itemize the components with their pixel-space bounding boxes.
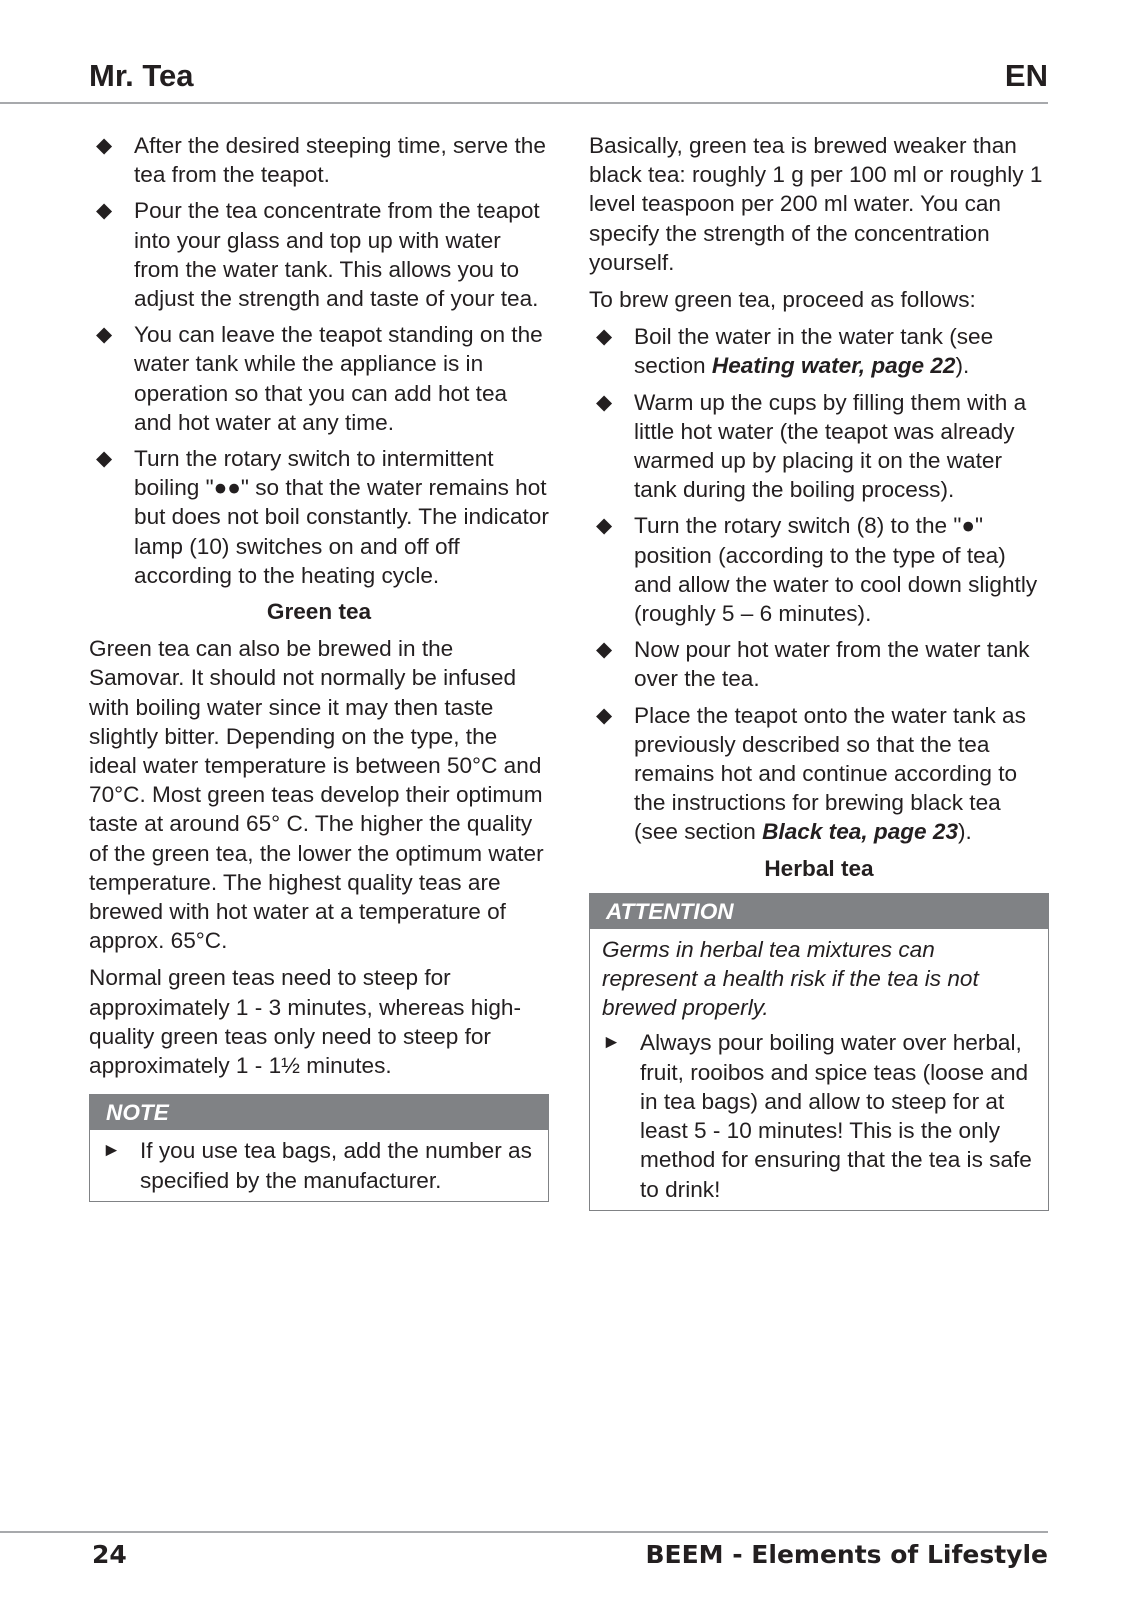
attention-box (589, 893, 1049, 1211)
diamond-icon: ◆ (596, 638, 613, 662)
list-item: ◆ You can leave the teapot standing on the water tank while the appliance is in operation so that you can add hot tea and hot water at any time. (96, 322, 543, 435)
attention-warning: Germs in herbal tea mixtures can represent a health risk if the tea is not brewed properly. (602, 936, 979, 1021)
procedure-intro: To brew green tea, proceed as follows: (589, 287, 976, 313)
list-item: ◆ Boil the water in the water tank (see section Heating water, page 22). (596, 324, 994, 379)
section-reference: Black tea, page 23 (762, 819, 959, 845)
list-item: ◆ Turn the rotary switch to intermittent boiling "●●" so that the water remains hot but does not boil constantly. The indicator lamp (10) switches on and off off according to the heating cycle. (96, 446, 549, 588)
triangle-right-icon: ► (602, 1032, 621, 1054)
diamond-icon: ◆ (596, 703, 613, 727)
diamond-icon: ◆ (96, 134, 113, 157)
list-item: ◆ Warm up the cups by filling them with a little hot water (the teapot was already warmed up by placing it on the water tank during the boiling process). (596, 389, 1027, 503)
header-divider (0, 102, 1048, 104)
right-column (589, 131, 1049, 1211)
footer-divider (0, 1531, 1048, 1533)
diamond-icon: ◆ (596, 325, 613, 349)
note-box (89, 1094, 549, 1201)
strength-paragraph: Basically, green tea is brewed weaker than black tea: roughly 1 g per 100 ml or roughly 1 level teaspoon per 200 ml water. You can specify the strength of the concentration yourself. (589, 133, 1043, 275)
note-item: ► If you use tea bags, add the number as specified by the manufacturer. (102, 1138, 532, 1193)
list-item: ◆ Now pour hot water from the water tank over the tea. (596, 637, 1030, 692)
page-header (0, 56, 1048, 104)
triangle-right-icon: ► (102, 1140, 121, 1162)
page-number: 24 (92, 1540, 127, 1569)
diamond-icon: ◆ (596, 514, 613, 538)
diamond-icon: ◆ (96, 447, 113, 471)
steeping-time-paragraph: Normal green teas need to steep for approximately 1 - 3 minutes, whereas high-quality green teas only need to steep for approximately 1 - 1½ minutes. (89, 965, 521, 1079)
brand-name: BEEM - Elements of Lifestyle (645, 1540, 1048, 1569)
list-item: ◆ After the desired steeping time, serve the tea from the teapot. (96, 133, 546, 188)
manual-title: Mr. Tea (89, 58, 194, 93)
language-code: EN (1004, 58, 1048, 93)
attention-body (590, 929, 1048, 1210)
right-bullet-list (589, 322, 1049, 846)
diamond-icon: ◆ (596, 390, 613, 414)
left-column (89, 131, 549, 1202)
herbal-tea-heading: Herbal tea (764, 855, 874, 881)
left-bullet-list (89, 131, 549, 590)
note-body (90, 1130, 548, 1200)
diamond-icon: ◆ (96, 199, 113, 223)
note-title: NOTE (90, 1095, 548, 1130)
diamond-icon: ◆ (96, 323, 113, 347)
list-item: ◆ Pour the tea concentrate from the teapot into your glass and top up with water from the water tank. This allows you to adjust the strength and taste of your tea. (96, 198, 540, 312)
green-tea-paragraph: Green tea can also be brewed in the Samovar. It should not normally be infused with boiling water since it may then taste slightly bitter. Depending on the type, the ideal water temperature is between 50°C and 70°C. Most green teas develop their optimum taste at around 65° C. The higher the quality of the green tea, the lower the optimum water temperature. The highest quality teas are brewed with hot water at a temperature of approx. 65°C. (89, 636, 544, 954)
attention-title: ATTENTION (590, 894, 1048, 929)
section-reference: Heating water, page 22 (711, 353, 956, 379)
green-tea-heading: Green tea (266, 599, 372, 625)
list-item: ◆ Place the teapot onto the water tank as previously described so that the tea remains hot and continue according to the instructions for brewing black tea (see section Black tea, page 23). (596, 702, 1026, 845)
list-item: ◆ Turn the rotary switch (8) to the "●" position (according to the type of tea) and allow the water to cool down slightly (roughly 5 – 6 minutes). (596, 513, 1038, 627)
attention-item: ► Always pour boiling water over herbal, fruit, rooibos and spice teas (loose and in tea bags) and allow to steep for at least 5 - 10 minutes! This is the only method for ensuring that the tea is safe to drink! (602, 1030, 1032, 1202)
